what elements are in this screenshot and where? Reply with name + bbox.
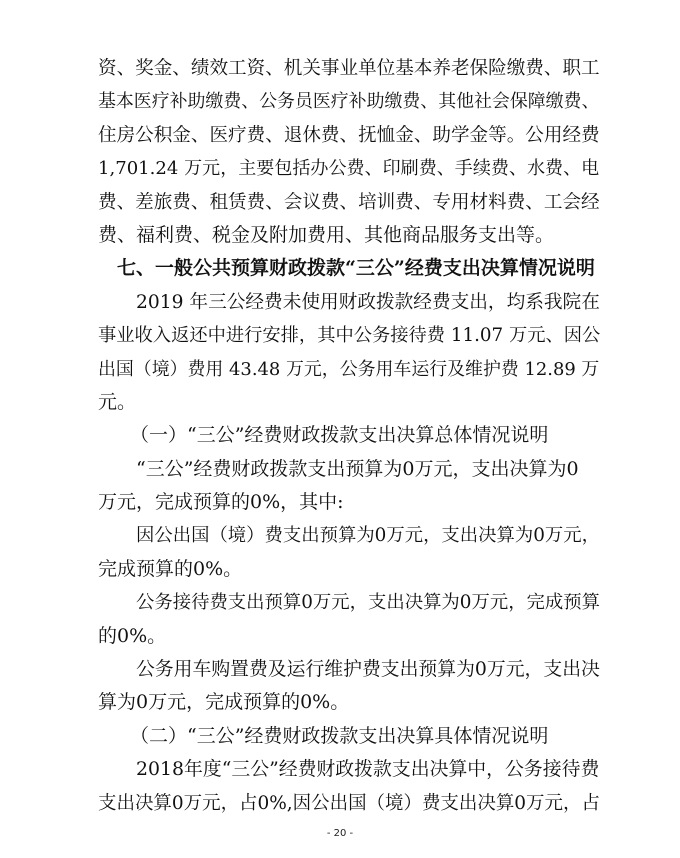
text-line-17: 公务接待费支出预算0万元，支出决算为0万元，完成预算 bbox=[136, 592, 600, 614]
text-line-10: 出国（境）费用 43.48 万元，公务用车运行及维护费 12.89 万 bbox=[98, 358, 600, 380]
text-line-18: 的0%。 bbox=[98, 624, 167, 647]
text-line-22: 2018年度“三公”经费财政拨款支出决算中，公务接待费 bbox=[136, 758, 600, 781]
text-line-16: 完成预算的0%。 bbox=[98, 557, 243, 580]
subheading-1: （一）“三公”经费财政拨款支出决算总体情况说明 bbox=[130, 424, 549, 447]
page-number: - 20 - bbox=[326, 828, 354, 839]
subheading-2: （二）“三公”经费财政拨款支出决算具体情况说明 bbox=[130, 724, 549, 747]
text-line-6: 费、福利费、税金及附加费用、其他商品服务支出等。 bbox=[98, 223, 555, 246]
text-line-20: 算为0万元，完成预算的0%。 bbox=[98, 691, 350, 714]
text-line-5: 费、差旅费、租赁费、会议费、培训费、专用材料费、工会经 bbox=[98, 191, 600, 213]
text-line-11: 元。 bbox=[98, 390, 137, 413]
text-line-4: 1,701.24 万元，主要包括办公费、印刷费、手续费、水费、电 bbox=[98, 158, 600, 180]
text-line-19: 公务用车购置费及运行维护费支出预算为0万元，支出决 bbox=[136, 659, 600, 681]
text-line-15: 因公出国（境）费支出预算为0万元，支出决算为0万元， bbox=[136, 525, 600, 547]
text-line-1: 资、奖金、绩效工资、机关事业单位基本养老保险缴费、职工 bbox=[98, 58, 600, 79]
text-line-23: 支出决算0万元，占0%,因公出国（境）费支出决算0万元，占 bbox=[98, 792, 600, 814]
text-line-2: 基本医疗补助缴费、公务员医疗补助缴费、其他社会保障缴费、 bbox=[98, 91, 600, 113]
section-heading-7: 七、一般公共预算财政拨款“三公”经费支出决算情况说明 bbox=[117, 257, 595, 280]
text-line-9: 事业收入返还中进行安排，其中公务接待费 11.07 万元、因公 bbox=[98, 325, 601, 347]
text-line-8: 2019 年三公经费未使用财政拨款经费支出，均系我院在 bbox=[136, 291, 600, 313]
text-line-14: 万元，完成预算的0%，其中: bbox=[98, 491, 344, 514]
text-line-3: 住房公积金、医疗费、退休费、抚恤金、助学金等。公用经费 bbox=[98, 124, 600, 146]
text-line-13: “三公”经费财政拨款支出预算为0万元，支出决算为0 bbox=[136, 457, 579, 480]
